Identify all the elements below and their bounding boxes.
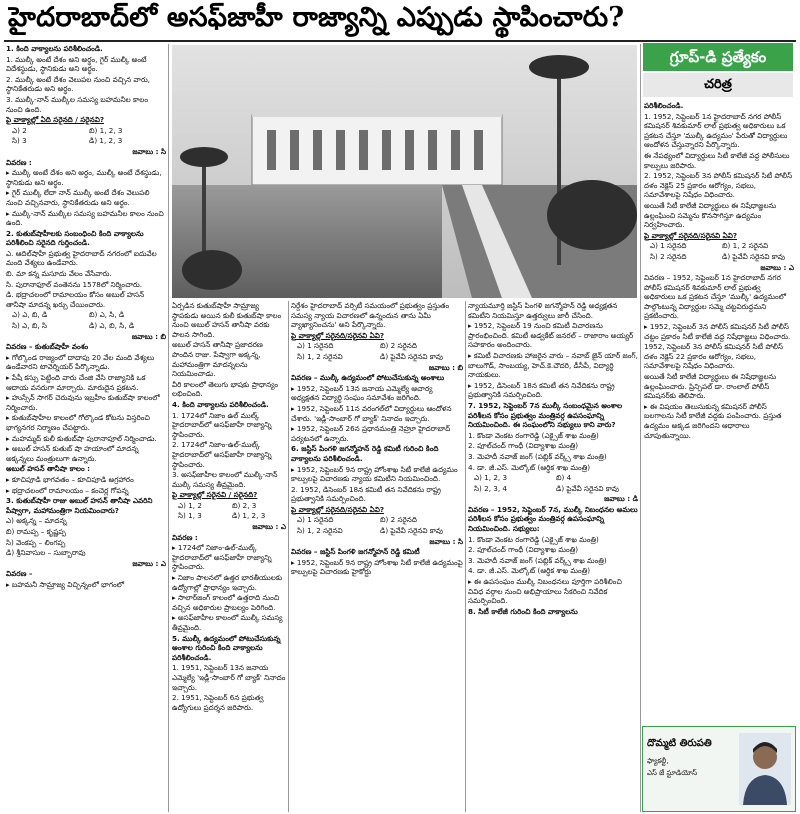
body-text: ▸ మహమ్మద్ కులీ కుతుబ్‌షా పురానాపూల్ నిర్మించాడు.: [6, 433, 157, 443]
body-text: నిర్దేశం హైదరాబాద్ వర్సిటీ సమయంలో ప్రభుత్వం ప్రస్తుతం సమస్య న్యాయ విచారణలో ఉన్నందున తాను ఏమీ వ్యాఖ్యానించను' అని పేర్కొన్నారు.: [291, 301, 450, 330]
option-text: సి) 3: [12, 136, 27, 146]
option-text: బి) 2, 3: [232, 500, 257, 510]
column-5: [644, 101, 794, 723]
answer-label: జవాబు : డి: [604, 494, 638, 504]
question-text: వివరణ – జస్టిస్ పింగళి జగన్మోహన్ రెడ్డి కమిటీ: [291, 547, 420, 557]
question-text: వివరణ :: [172, 532, 198, 542]
column-2: [172, 301, 286, 812]
body-text: ▸ 1952, సెప్టెంబర్ 9న రాష్ట్ర హోంశాఖ సిటీ కాలేజీ ఉద్యమం కాల్పులపై విచారణకు న్యాయ కమిటీని నియమించింది.: [291, 464, 458, 484]
body-text: అయితే సిటీ కాలేజీ విద్యార్థులు ఈ నిషేధాజ్ఞలను ఉల్లంఘించి సమ్మెను కొనసాగిస్తూ ఉద్యమం నిర్వహించారు.: [644, 200, 777, 230]
body-text: వీరి కాలంలో తెలుగు భాషకు ప్రాధాన్యం లభించింది.: [172, 379, 278, 399]
body-text: ఎ) అక్కన్న – మాదన్న: [6, 516, 67, 526]
question-text: 5. ముల్కీ ఉద్యమంలో పోటుచేసుకున్న అంశాల గురించి కింది వాక్యాలను పరిశీలించండి.: [172, 633, 281, 662]
body-text: 4. డా. జీ.ఎస్. మెల్కోట్ (ఆర్థిక శాఖ మంత్రి): [468, 462, 591, 472]
option-text: బి) 4: [556, 473, 572, 483]
answer-options: [12, 310, 166, 320]
body-text: ఎ. ఆదిల్‌షాహీ ప్రభుత్వ హైదరాబాద్ నగరంలో ఐదువేల మంది వేశ్యలు ఉండేవారు.: [6, 248, 157, 268]
option-text: ఎ) 1 సరైనది: [650, 241, 687, 251]
option-text: బి) 2 సరైనది: [380, 341, 417, 351]
column-3: [291, 301, 463, 812]
answer-options: [650, 252, 794, 262]
question-prompt: పై వాక్యాల్లో ఏది సరైనది / సరైనవి?: [6, 115, 104, 125]
historic-palace-photo: [172, 45, 637, 298]
section-title: చరిత్ర: [643, 73, 793, 97]
question-text: 8. సిటీ కాలేజీ గురించి కింది వాక్యాలను: [468, 606, 578, 616]
option-text: డి) ఎ, బి, సి, డి: [89, 321, 135, 331]
option-text: ఎ) ఎ, బి, డి: [12, 310, 48, 320]
answer-options: [650, 241, 794, 251]
option-text: ఎ) 1 సరైనది: [297, 341, 334, 351]
answer-label: జవాబు : సి: [429, 536, 463, 546]
body-text: ▸ 1952, సెప్టెంబర్ 11న వరంగల్‌లో విద్యార్థులు ఆందోళన చేశారు. 'ఇడ్లీ-సాంబార్ గో బ్యాక్' నినాదం ఇచ్చారు.: [291, 403, 452, 423]
body-text: అయితే సిటీ కాలేజీ విద్యార్థులు ఈ నిషేధాజ్ఞలను ఉల్లంఘించారు. ప్రిన్సిపల్ డా. రాంలాల్ పోలీస్ కమిషనర్‌కు తెలిపారు.: [644, 372, 777, 401]
body-text: బి) రామప్ప – కృష్ణప్ప: [6, 526, 67, 536]
question-text: వివరణ – కుతుబ్‌షాహీ వంశం: [6, 342, 89, 352]
option-text: డి) పైవేవీ సరైనవి కావు: [722, 251, 785, 261]
body-text: సి) వెంకప్ప – లింగప్ప: [6, 537, 66, 547]
body-text: ▸ హుస్సేన్ సాగర్ చెరువును ఇబ్రహీం కుతుబ్‌షా కాలంలో నిర్మించారు.: [6, 393, 160, 412]
answer-label: జవాబు : ఎ: [760, 262, 794, 272]
body-text: 1. కొండా వెంకట రంగారెడ్డి (ఎక్సైజ్ శాఖ మంత్రి): [468, 534, 599, 544]
body-text: ▸ కుతుబ్‌షాహీల కాలంలో గోల్కొండ కోటను విస్తరించి భాగ్యనగర నిర్మాణం చేపట్టారు.: [6, 413, 150, 432]
body-text: ▸ కూచిపూడి భాగవతం – కూచిపూడి అగ్రహారం: [6, 474, 134, 484]
body-text: సి. పురానాఫూల్ వంతెనను 1578లో నిర్మించారు.: [6, 279, 143, 289]
body-text: 2. పూల్‌చంద్ గాంధీ (విద్యాశాఖ మంత్రి): [468, 441, 579, 451]
body-text: ▸ 1724లో నిజాం-ఉల్-ముల్క్ హైదరాబాద్‌లో అసఫ్‌జాహీ రాజ్యాన్ని స్థాపించారు.: [172, 543, 272, 572]
body-text: ▸ గోల్కొండ రాజ్యంలో దాదాపు 20 వేల మంది వేశ్యలు ఉండేవారని టావెర్నియర్ పేర్కొన్నాడు.: [6, 352, 155, 372]
body-text: ఏర్పడిన కుతుబ్‌షాహీ సామ్రాజ్య స్థాపకుడు అయిన కులీ కుతుబ్‌షా కాలం నుంచి అబుల్ హసన్ తానీషా వరకు పాలన సాగింది.: [172, 301, 282, 339]
question-text: వివరణ –: [6, 569, 33, 579]
author-name: దొమ్మటి తిరుపతి: [647, 738, 712, 749]
answer-options: [297, 526, 463, 536]
answer-options: [178, 511, 286, 521]
question-text: 2. కుతుబ్‌షాహీలకు సంబంధించి కింది వాక్యాలను పరిశీలించి సరైనది గుర్తించండి.: [6, 228, 144, 248]
body-text: ▸ భద్రాచలంలో రామాలయం – కంచెర్ల గోపన్న: [6, 485, 129, 495]
question-text: పరిశీలించండి.: [644, 101, 684, 110]
option-text: సి) 1, 2 సరైనవి: [297, 351, 343, 361]
answer-label: జవాబు : ఎ: [132, 558, 166, 568]
option-text: బి) 2 సరైనది: [380, 515, 417, 525]
body-text: ▸ పేషీ కస్సు పెట్టింది వారు చేంజి వేసి రాజ్యానికి ఒక ఆదాయ వనరుగా మార్చారు. మారుదైన ప్రకటన.: [6, 373, 146, 392]
body-text: 2. పూల్‌చంద్ గాంధీ (విద్యాశాఖ మంత్రి): [468, 545, 579, 555]
question-text: వివరణ :: [6, 157, 32, 167]
body-text: 1. కొండా వెంకట రంగారెడ్డి (ఎక్సైజ్ శాఖ మంత్రి): [468, 430, 599, 440]
body-text: 4. డా. జీ.ఎస్. మెల్కోట్ (ఆర్థిక శాఖ మంత్రి): [468, 566, 591, 576]
question-text: వివరణ – 1952, సెప్టెంబర్ 7న, ముల్కీ నిబంధనల అమలు పరిశీలన కోసం ప్రభుత్వం మంత్రివర్గ ఉపసంఘాన్ని నియమించింది. సభ్యులు:: [468, 504, 638, 534]
question-text: 6. జస్టిస్ పింగళి జగన్మోహన్ రెడ్డి కమిటీ గురించి కింది వాక్యాలను పరిశీలించండి.: [291, 444, 439, 463]
option-text: ఎ) 1 సరైనది: [297, 515, 334, 525]
body-text: 1. ముల్కీ అంటే దేశం అని అర్థం, గైర్ ముల్కీ అంటే విదేశస్థుడు, స్థానికుడు అని అర్థం.: [6, 54, 147, 74]
body-text: ▸ సాలార్‌జంగ్ కాలంలో ఉత్తరాది నుంచి వచ్చిన అధికారుల ప్రాబల్యం పెరిగింది.: [172, 593, 280, 612]
option-text: డి) 1, 2, 3: [89, 136, 123, 146]
option-text: డి) పైవేవీ సరైనవి కావు: [380, 526, 443, 536]
body-text: 3. మెహదీ నవాజ్ జంగ్ (పబ్లిక్ వర్క్స్ శాఖ మంత్రి): [468, 451, 607, 461]
body-text: 1. 1952, సెప్టెంబర్ 1న హైదరాబాద్ నగర పోలీస్ కమిషనర్ శివకుమార్ లాల్ ప్రభుత్వ అధికారులు ఒక ప్రకటన చేస్తూ 'ముల్కీ ఉద్యమం' పేరుతో విద్యార్థులు ఆందోళన చేస్తున్నారని పేర్కొన్నారు.: [644, 111, 788, 150]
question-text: అబుల్ హసన్ తానీషా కాలం :: [6, 464, 90, 474]
body-text: డి) శ్రీనివాసుల – సుబ్బారావు: [6, 548, 86, 558]
body-text: ▸ ముల్కీ-నాన్ ముల్కీల సమస్య బహమనీల కాలం నుంచి ఉంది.: [6, 208, 164, 228]
answer-options: [474, 484, 638, 494]
body-text: ▸ ఈ విషయం తెలుసుకున్న కమిషనర్ పోలీస్ బలగాలను సిటీ కాలేజీ వద్దకు పంపించారు. ప్రస్తుత ఉద్యమం అక్కడ జరిగిందని ఆధారాలు చూపుతున్నాయి.: [644, 401, 782, 440]
body-text: ▸ నిజాం పాలనలో ఉత్తర భారతీయులకు ఉద్యోగాల్లో ప్రాధాన్యం ఇచ్చారు.: [172, 573, 283, 592]
answer-options: [12, 126, 166, 136]
body-text: 1. 1724లో నిజాం ఉల్ ముల్క్ హైదరాబాద్‌లో అసఫ్‌జాహీ రాజ్యాన్ని స్థాపించారు.: [172, 410, 272, 439]
column-divider: [465, 301, 466, 812]
answer-options: [12, 136, 166, 146]
body-text: 2. 1724లో నిజాం-ఉల్-ముల్క్ హైదరాబాద్‌లో అసఫ్‌జాహీ రాజ్యాన్ని స్థాపించారు.: [172, 440, 272, 469]
body-text: ఈ నేపథ్యంలో విద్యార్థులు సిటీ కాలేజీ వద్ద పోలీసులు కాల్పులు జరిపారు.: [644, 150, 790, 170]
option-text: బి) 1, 2 సరైనవి: [722, 241, 769, 251]
column-1: [6, 44, 166, 812]
body-text: 1. 1951, సెప్టెంబర్ 13న జనాయ ఎమ్మెల్యే 'ఇడ్లీ-సాంబార్ గో బ్యాక్' నినాదం ఇచ్చారు.: [172, 663, 286, 692]
body-text: ▸ 1952, సెప్టెంబర్ 26న ప్రధానమంత్రి నెహ్రూ హైదరాబాద్ పర్యటనలో ఉన్నారు.: [291, 424, 451, 443]
body-text: ▸ అసఫ్‌జాహీల కాలంలో ముల్కీ సమస్య తీవ్రమైంది.: [172, 613, 283, 632]
question-prompt: పై వాక్యాల్లో సరైనది/సరైనవి ఏవి?: [291, 504, 385, 514]
option-text: డి) 1, 2, 3: [232, 511, 266, 521]
option-text: బి) ఎ, సి, డి: [89, 310, 125, 320]
column-divider: [288, 301, 289, 812]
headline-rule: [4, 40, 796, 42]
body-text: 2. 1951, సెప్టెంబర్ 6న ప్రభుత్వ ఉద్యోగులు ప్రదర్శన జరిపారు.: [172, 693, 264, 712]
answer-label: జవాబు : బి: [131, 331, 166, 341]
option-text: డి) పైవేవీ సరైనవి కావు: [556, 483, 619, 493]
author-box: [642, 726, 796, 812]
author-affiliation: ఎస్ జే స్టూడియోస్: [647, 769, 698, 777]
body-text: 1952, సెప్టెంబర్ 3న పోలీస్ కమిషనర్ సిటీ పోలీస్ దళం నెక్లెస్ 22 ప్రకారం ఆరోగ్యం, సభలు, సమావేశాలపై నిషేధం విధించారు.: [644, 342, 784, 371]
option-text: ఎ) 2: [12, 125, 27, 135]
body-text: ▸ 1952, సెప్టెంబర్ 9న రాష్ట్ర హోంశాఖ సిటీ కాలేజీ ఉద్యమంపై కాల్పులపై విచారణకు హైకోర్టు: [291, 557, 463, 577]
body-text: 2. 1952, సెప్టెంబర్ 3న పోలీస్ కమిషనర్ సిటీ పోలీస్ దళం నెక్లెస్ 25 ప్రకారం ఆరోగ్యం, సభలు, సమావేశాలపై నిషేధం విధించారు.: [644, 171, 793, 200]
answer-options: [297, 352, 463, 362]
body-text: 3. ముల్కీ-నాన్ ముల్కీల సమస్య బహమనీల కాలం నుంచి ఉంది.: [6, 94, 148, 114]
question-prompt: పై వాక్యాల్లో సరైనవి / సరైనది?: [172, 490, 258, 500]
body-text: ▸ 1952, సెప్టెంబర్ 19 నుంచి కమిటీ విచారణను ప్రారంభించింది. కమిటీ అడ్వకేట్ జనరల్ – రాజారాం అయ్యర్ సహకారం అందించారు.: [468, 321, 634, 350]
column-divider: [640, 44, 641, 812]
body-text: ▸ కమిటీ విచారణకు హాజరైన వారు – నవాబ్ జైన్ యార్ జంగ్, బాలుగౌడ్, సాంబయ్య, హెచ్.కె.చౌదరి, డీసీపీ, విద్యార్థి నాయకులు.: [468, 350, 638, 380]
body-text: 2. 1952, డిసెంబర్ 18న కమిటీ తన నివేదికను రాష్ట్ర ప్రభుత్వానికి సమర్పించింది.: [291, 484, 441, 504]
question-prompt: పై వాక్యాల్లో సరైనది/సరైనవి ఏవి?: [644, 230, 738, 240]
body-text: ▸ గైర్ ముల్కీ లేదా నాన్ ముల్కీ అంటే దేశం వెలుపలి నుంచి వచ్చినవారు, స్థానికేతరుడు అని అర్థం.: [6, 188, 150, 207]
question-text: వివరణ – ముల్కీ ఉద్యమంలో పోటుచేసుకున్న అంశాలు: [291, 373, 445, 383]
answer-options: [297, 515, 463, 525]
option-text: సి) ఎ, బి, సి: [12, 321, 47, 331]
body-text: ▸ ఈ ఉపసంఘం ముల్కీ నిబంధనలు పూర్తిగా పరిశీలించి వివిధ వర్గాల నుంచి అభిప్రాయాలు సేకరించి నివేదిక సమర్పించింది.: [468, 577, 622, 606]
group-d-special-banner: గ్రూప్‌-డి ప్రత్యేకం: [643, 43, 793, 71]
body-text: బి. మా కన్న మసూదు వేలం వేసేవారు.: [6, 269, 112, 279]
answer-label: జవాబు : బి: [428, 362, 463, 372]
body-text: ▸ బహమనీ సామ్రాజ్య విచ్ఛిన్నంలో భాగంలో: [6, 579, 125, 589]
question-text: 7. 1952, సెప్టెంబర్ 7న ముల్కీ సంబంధమైన అంశాల పరిశీలన కోసం ప్రభుత్వం మంత్రివర్గ ఉపసంఘాన్ని నియమించింది. ఈ సంఘంలోని సభ్యులు కాని వారు?: [468, 400, 623, 430]
headline: హైదరాబాద్‌లో అసఫ్‌జాహీ రాజ్యాన్ని ఎప్పుడు స్థాపించారు?: [8, 2, 625, 33]
answer-options: [178, 501, 286, 511]
question-text: 3. కుతుబ్‌షాహీ రాజు అబుల్ హసన్ తానీషా ఎవరిని పేష్వాగా, మహామంత్రిగా నియమించారు?: [6, 496, 153, 515]
body-text: ▸ 1952, సెప్టెంబర్ 13న జనాయ ఎమ్మెల్యే ఆచార్య అధ్యక్షతన విద్యార్థి సంఘం సమావేశం జరిగింది.: [291, 383, 433, 403]
option-text: సి) 1, 2 సరైనవి: [297, 526, 343, 536]
body-text: అబుల్ హసన్ తానీషా ప్రజాదరణ పొందిన రాజు. పేష్వాగా అక్కన్న, మహామంత్రిగా మాదన్నలను నియమించాడు.: [172, 340, 263, 379]
palace-illustration: [172, 45, 637, 298]
option-text: ఎ) 1, 2, 3: [474, 473, 508, 483]
option-text: ఎ) 1, 2: [178, 500, 202, 510]
body-text: ▸ 1952, డిసెంబర్ 18న కమిటీ తన నివేదికను రాష్ట్ర ప్రభుత్వానికి సమర్పించింది.: [468, 380, 615, 400]
option-text: బి) 1, 2, 3: [89, 125, 123, 135]
column-divider: [168, 44, 169, 812]
question-text: 4. కింది వాక్యాలను పరిశీలించండి.: [172, 399, 269, 409]
author-photo: [739, 733, 791, 805]
body-text: న్యాయమూర్తి జస్టిస్ పింగళి జగన్మోహన్ రెడ్డి అధ్యక్షతన కమిటీని నియమిస్తూ ఉత్తర్వులు జారీ చేసింది.: [468, 301, 618, 320]
author-role: ఫ్యాకల్టీ,: [647, 757, 669, 765]
answer-label: జవాబు : సి: [132, 146, 166, 156]
answer-label: జవాబు : ఎ: [252, 522, 286, 532]
body-text: 3. మెహదీ నవాజ్ జంగ్ (పబ్లిక్ వర్క్స్ శాఖ మంత్రి): [468, 555, 607, 565]
question-prompt: పై వాక్యాల్లో సరైనది/సరైనవి ఏవి?: [291, 330, 385, 340]
question-text: 1. కింది వాక్యాలను పరిశీలించండి.: [6, 44, 103, 53]
answer-options: [297, 341, 463, 351]
answer-options: [12, 321, 166, 331]
body-text: ▸ ముల్కీ అంటే దేశం అని అర్థం, ముల్కీ అంటే దేశస్థుడు, స్థానికుడు అని అర్థం.: [6, 168, 162, 187]
body-text: డి. భద్రాచలంలో రామాలయం కోసం అబుల్ హసన్ తానీషా మాదన్న ఖర్చు చేయించారు.: [6, 290, 145, 309]
body-text: 3. అసఫ్‌జాహీల కాలంలో ముల్కీ-నాన్ ముల్కీ సమస్య తీవ్రమైంది.: [172, 470, 278, 489]
option-text: సి) 2 సరైనది: [650, 251, 687, 261]
body-text: 2. ముల్కీ అంటే దేశం వెలుపల నుంచి వచ్చిన వారు, స్థానికేతరుడు అని అర్థం.: [6, 74, 150, 94]
option-text: డి) పైవేవీ సరైనవి కావు: [380, 351, 443, 361]
body-text: వివరణ – 1952, సెప్టెంబర్ 1న హైదరాబాద్ నగర పోలీస్ కమిషనర్ శివకుమార్ లాల్ ప్రభుత్వ అధికారులు ఒక ప్రకటన చేస్తూ 'ముల్కీ' ఉద్యమంలో పాల్గొంటున్న విద్యార్థుల సమ్మె చట్టవిరుద్ధమని ప్రకటించారు.: [644, 273, 787, 321]
option-text: సి) 2, 3, 4: [474, 483, 507, 493]
body-text: ▸ అబుల్ హసన్ కుతుబ్ షా హయాంలో మాదన్న అక్కన్నలు మంత్రులుగా ఉన్నారు.: [6, 444, 139, 463]
body-text: ▸ 1952, సెప్టెంబర్ 3న పోలీస్ కమిషనర్ సిటీ పోలీస్ చట్టం ప్రకారం సిటీ కాలేజీ వద్ద నిషేధాజ్ఞలు విధించారు.: [644, 322, 791, 341]
option-text: సి) 1, 3: [178, 511, 202, 521]
column-4: [468, 301, 638, 812]
answer-options: [474, 473, 638, 483]
